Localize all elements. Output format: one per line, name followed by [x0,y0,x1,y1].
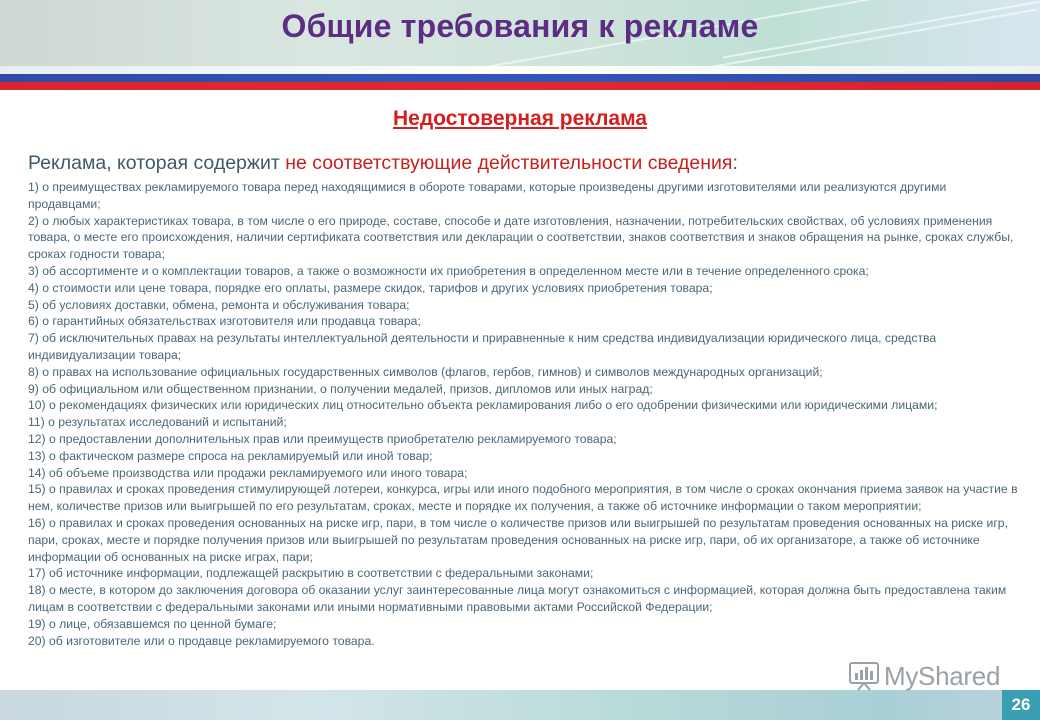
list-item: 20) об изготовителе или о продавце рекламируемого товара. [28,633,375,648]
list-item: 15) о правилах и сроках проведения стимулирующей лотереи, конкурса, игры или иного подобного мероприятия, в том числе о сроках окончания приема заявок на участие в нем, количестве призов или выигрышей по его результатам, сроках, месте и порядке их получения, а также об источнике информации о таком мероприятии; [28,482,1018,514]
lead-prefix: Реклама, которая содержит [28,152,286,174]
list-item: 6) о гарантийных обязательствах изготовителя или продавца товара; [28,314,421,329]
myshared-logo-icon [848,660,880,692]
list-item: 18) о месте, в котором до заключения договора об оказании услуг заинтересованные лица могут ознакомиться с информацией, которая должна быть предоставлена таким лицам в соответствии с федеральными законами или иными нормативными правовыми актами Российской Федерации; [28,583,1007,614]
watermark-text: MyShared [884,660,1001,691]
list-item: 2) о любых характеристиках товара, в том числе о его природе, составе, способе и дате изготовления, назначении, потребительских свойствах, об условиях применения товара, о месте его происхождения, наличии сертификата соответствия или декларации о соответствии, знаков соответствия и знаков обращения на рынке, сроках службы, сроках годности товара; [28,213,1014,262]
list-item: 16) о правилах и сроках проведения основанных на риске игр, пари, в том числе о количестве призов или выигрышей по результатам проведения основанных на риске игр, пари, сроках, месте и порядке получения призов или выигрышей по результатам проведения основанных на риске игр, пари, об их организаторе, а также об источнике информации об основанных на риске играх, пари; [28,515,1008,564]
lead-highlight: не соответствующие действительности сведения [285,152,733,174]
flag-stripes [0,66,1040,90]
list-item: 17) об источнике информации, подлежащей раскрытию в соответствии с федеральными законами; [28,566,594,581]
stripe-blue [0,74,1040,82]
lead-sentence [28,152,1018,175]
watermark [848,656,1000,696]
list-item: 8) о правах на использование официальных государственных символов (флагов, гербов, гимнов) и символов международных организаций; [28,364,823,379]
list-item: 9) об официальном или общественном признании, о получении медалей, призов, дипломов или иных наград; [28,381,653,396]
list-item: 5) об условиях доставки, обмена, ремонта и обслуживания товара; [28,297,410,312]
slide-title: Общие требования к рекламе [281,8,759,44]
list-item: 13) о фактическом размере спроса на рекламируемый или иной товар; [28,448,433,463]
requirements-list [28,179,1018,649]
list-item: 7) об исключительных правах на результаты интеллектуальной деятельности и приравненные к ним средства индивидуализации юридического лица, средства индивидуализации товара; [28,331,937,362]
stripe-white [0,66,1040,74]
list-item: 4) о стоимости или цене товара, порядке его оплаты, размере скидок, тарифов и других условиях приобретения товара; [28,280,713,295]
list-item: 19) о лице, обязавшемся по ценной бумаге; [28,616,277,631]
lead-suffix: : [732,152,738,174]
list-item: 12) о предоставлении дополнительных прав или преимуществ приобретателю рекламируемого товара; [28,431,617,446]
header-banner [0,0,1040,66]
list-item: 11) о результатах исследований и испытаний; [28,415,287,430]
list-item: 10) о рекомендациях физических или юридических лиц относительно объекта рекламирования либо о его одобрении физическими или юридическими лицами; [28,398,938,413]
stripe-red [0,82,1040,90]
section-subtitle: Недостоверная реклама [392,107,648,130]
list-item: 1) о преимуществах рекламируемого товара перед находящимися в обороте товарами, которые произведены другими изготовителями или реализуются другими продавцами; [28,180,947,211]
page-number: 26 [1002,690,1040,720]
list-item: 3) об ассортименте и о комплектации товаров, а также о возможности их приобретения в определенном месте или в течение определенного срока; [28,263,869,278]
list-item: 14) об объеме производства или продажи рекламируемого или иного товара; [28,465,468,480]
